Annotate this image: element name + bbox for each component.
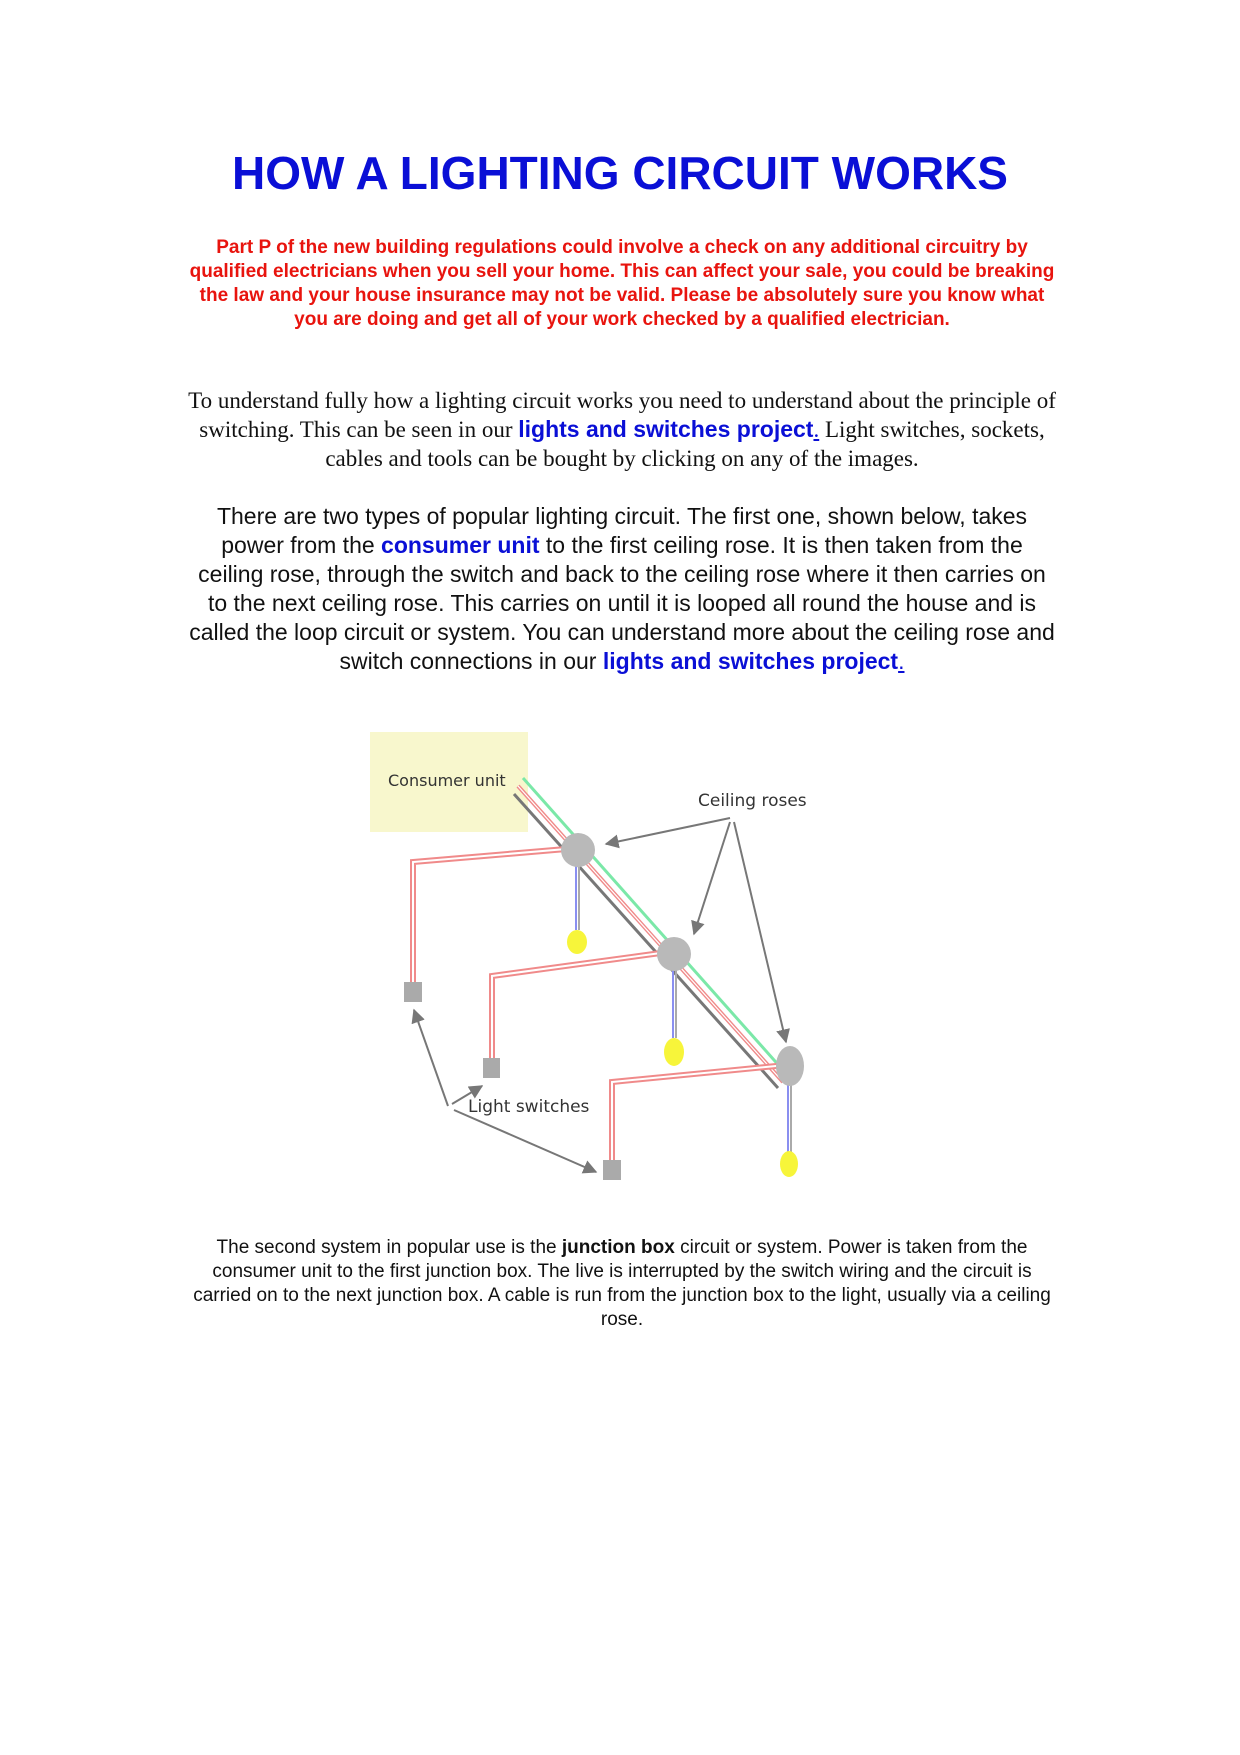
light-switch-1	[404, 982, 422, 1002]
types-text-start: There are two types of popular lighting circuit. The first one, shown below, takes power from the	[216, 503, 1028, 558]
consumer-unit-label: Consumer unit	[388, 771, 506, 790]
second-text-start: The second system in popular use is the	[216, 1237, 562, 1258]
loop-circuit-diagram	[368, 730, 818, 1192]
light-bulb-3	[780, 1151, 798, 1177]
link-period: .	[813, 417, 820, 442]
second-text-end: circuit or system. Power is taken from the consumer unit to the first junction box. The live is interrupted by the switch wiring and the circuit is carried on to the next junction box. A cable is run from the junction box to the light, usually via a ceiling rose.	[193, 1237, 1051, 1330]
junction-box-paragraph	[188, 1236, 1056, 1332]
junction-box-term: junction box	[561, 1237, 675, 1258]
ceiling-rose-2	[657, 937, 691, 971]
switch-drop-2	[492, 952, 668, 1060]
ceiling-roses-arrows	[606, 818, 786, 1042]
consumer-unit-link[interactable]: consumer unit	[381, 532, 540, 558]
types-text-middle: to the first ceiling rose. It is then taken from the ceiling rose, through the switch and back to the ceiling rose where it then carries on to the next ceiling rose. This carries on until it is looped all round the house and is called the loop circuit or system. You can understand more about the ceiling rose and switch connections in our	[189, 532, 1055, 674]
intro-paragraph	[188, 386, 1056, 473]
light-switch-3	[603, 1160, 621, 1180]
light-switch-2	[483, 1058, 500, 1078]
light-bulb-2	[664, 1038, 684, 1066]
circuit-types-paragraph	[188, 502, 1056, 676]
part-p-warning: Part P of the new building regulations could involve a check on any additional circuitry by qualified electricians when you sell your home. This can affect your sale, you could be breaking the law and your house insurance may not be valid. Please be absolutely sure you know what you are doing and get all of your work checked by a qualified electrician.	[189, 237, 1055, 330]
light-bulb-1	[567, 930, 587, 954]
switch-drop-3	[612, 1065, 786, 1162]
light-switches-label: Light switches	[468, 1097, 590, 1117]
ceiling-rose-1	[561, 833, 595, 867]
switch-drop-1	[413, 848, 578, 984]
pendant-flex	[576, 864, 791, 1152]
main-loop-cable	[514, 778, 790, 1088]
link-period: .	[898, 648, 905, 674]
lights-and-switches-project-link[interactable]: lights and switches project	[602, 648, 899, 674]
ceiling-rose-3	[776, 1046, 804, 1086]
lights-and-switches-link[interactable]: lights and switches project	[518, 416, 814, 442]
intro-text-start: To understand fully how a lighting circuit works you need to understand about the principle of switching. This can be seen in our	[188, 388, 1056, 442]
ceiling-roses-label: Ceiling roses	[698, 791, 807, 811]
intro-text-end: Light switches, sockets, cables and tools can be bought by clicking on any of the images.	[325, 417, 1045, 471]
page-title: HOW A LIGHTING CIRCUIT WORKS	[232, 147, 1008, 199]
light-switches-arrows	[414, 1010, 596, 1172]
